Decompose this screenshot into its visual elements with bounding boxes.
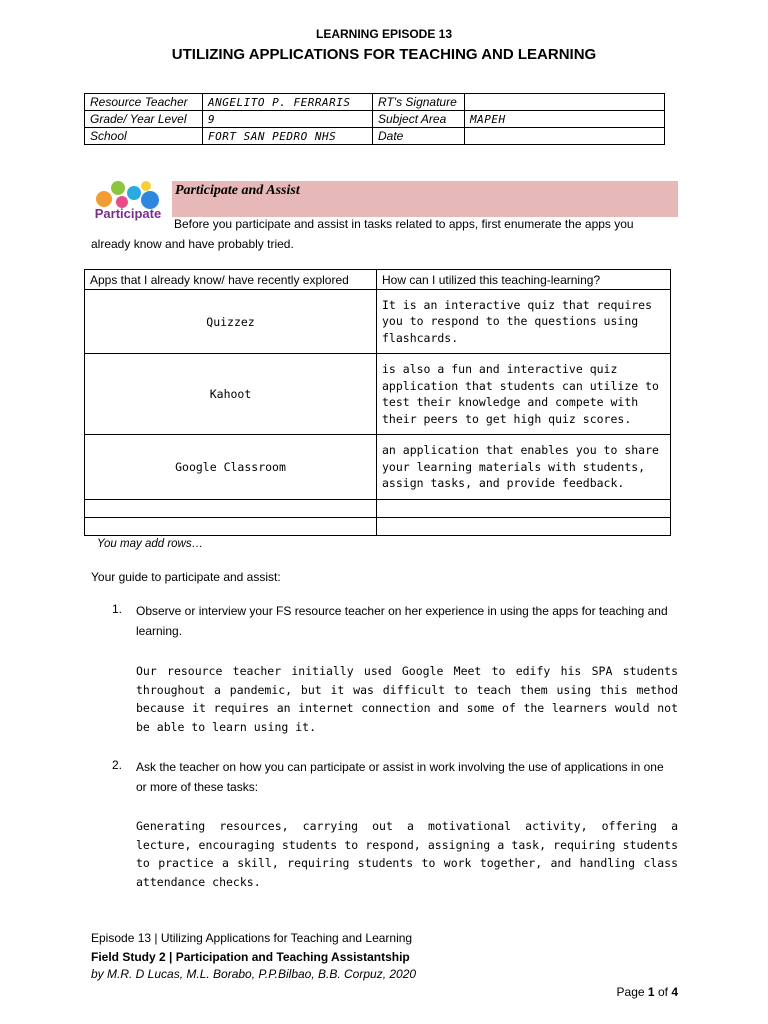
table-row [85,290,671,354]
page-title: UTILIZING APPLICATIONS FOR TEACHING AND LEARNING [171,46,597,63]
grade-value: 9 [203,111,373,128]
footer-line-2: Field Study 2 | Participation and Teaching Assistantship [91,950,410,964]
guide-answer: Our resource teacher initially used Google Meet to edify his SPA students throughout a pandemic, but it was difficult to teach them using this method because it requires an internet connection and some of the learners would not be able to learn using it. [136,664,678,734]
page-of: of [657,985,668,999]
apps-table [84,269,671,536]
info-table [84,93,665,145]
subject-label: Subject Area [373,111,465,128]
logo-text: Participate [94,206,162,221]
item-number: 2. [112,758,123,772]
grade-label: Grade/ Year Level [85,111,203,128]
apps-col-header: Apps that I already know/ have recently explored [85,270,377,290]
footer-line-1: Episode 13 | Utilizing Applications for Teaching and Learning [91,931,413,945]
use-col-header: How can I utilized this teaching-learning? [377,270,671,290]
table-row-empty [85,500,671,518]
intro-line-2: already know and have probably tried. [91,237,294,251]
app-name: Google Classroom [85,435,377,500]
participate-logo [92,180,164,226]
date-label: Date [373,128,465,145]
section-banner-title: Participate and Assist [175,183,300,198]
table-row [85,354,671,435]
intro-line-1: Before you participate and assist in tasks related to apps, first enumerate the apps you [174,217,634,231]
guide-question: Observe or interview your FS resource teacher on her experience in using the apps for teaching and learning. [136,604,668,638]
signature-value [465,94,665,111]
page-number [617,985,678,999]
page-current: 1 [647,985,655,999]
resource-teacher-value: ANGELITO P. FERRARIS [203,94,373,111]
page-prefix: Page [616,985,645,999]
resource-teacher-label: Resource Teacher [85,94,203,111]
signature-label: RT's Signature [373,94,465,111]
app-use: is also a fun and interactive quiz application that students can utilize to test their knowledge and compete with their peers to get high quiz scores. [377,354,671,435]
add-rows-note: You may add rows… [97,538,204,550]
app-use: an application that enables you to share your learning materials with students, assign tasks, and provide feedback. [377,435,671,500]
school-value: FORT SAN PEDRO NHS [203,128,373,145]
school-label: School [85,128,203,145]
app-name: Quizzez [85,290,377,354]
app-name: Kahoot [85,354,377,435]
footer-line-3: by M.R. D Lucas, M.L. Borabo, P.P.Bilbao, B.B. Corpuz, 2020 [91,967,417,981]
table-row [85,435,671,500]
date-value [465,128,665,145]
table-row-empty [85,518,671,536]
app-use: It is an interactive quiz that requires you to respond to the questions using flashcards. [377,290,671,354]
guide-question: Ask the teacher on how you can participate or assist in work involving the use of applications in one or more of these tasks: [136,760,664,794]
item-number: 1. [112,602,123,616]
subject-value: MAPEH [465,111,665,128]
guide-answer: Generating resources, carrying out a motivational activity, offering a lecture, encouraging students to respond, assigning a task, requiring students to practice a skill, requiring students to work together, and handling class attendance checks. [136,819,678,889]
guide-heading: Your guide to participate and assist: [91,570,281,584]
episode-label: LEARNING EPISODE 13 [315,27,453,41]
page-total: 4 [671,985,678,999]
